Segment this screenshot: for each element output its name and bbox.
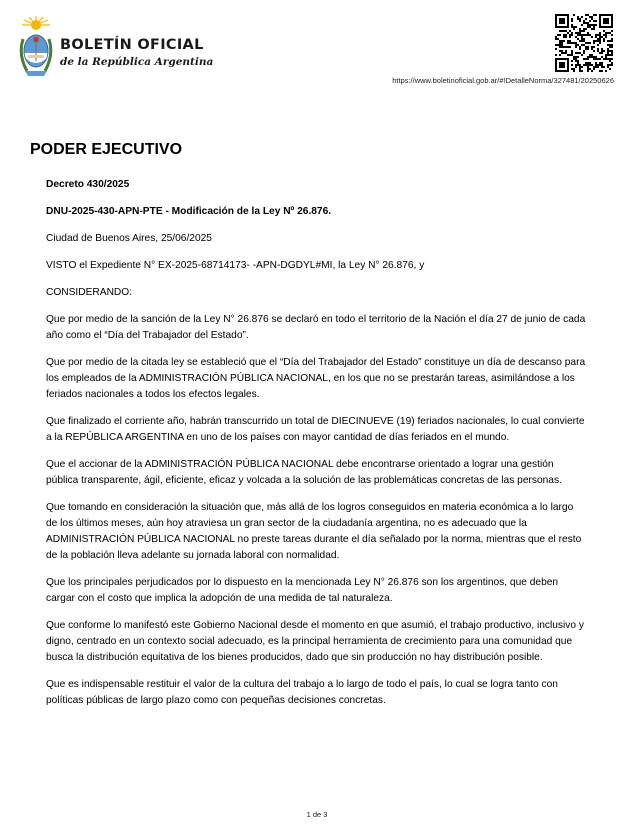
page-indicator: 1 de 3 (306, 810, 328, 819)
coat-of-arms-icon (17, 15, 55, 79)
considerando-paragraph: Que finalizado el corriente año, habrán transcurrido un total de DIECINUEVE (19) feriados nacionales, lo cual convierte a la REPÚBLICA ARGENTINA en uno de los países con mayor cantidad de días feriados en el mundo. (46, 416, 585, 443)
considerando-paragraph: Que es indispensable restituir el valor de la cultura del trabajo a lo largo de todo el país, lo cual se logra tanto con políticas públicas de largo plazo como con pequeñas decisiones concretas. (46, 679, 558, 706)
considerando-paragraph: Que por medio de la sanción de la Ley N° 26.876 se declaró en todo el territorio de la Nación el día 27 de junio de cada año como el “Día del Trabajador del Estado”. (46, 314, 586, 341)
document-body (46, 177, 586, 720)
visto-clause: VISTO el Expediente N° EX-2025-68714173- -APN-DGDYL#MI, la Ley N° 26.876, y (46, 260, 425, 271)
considerando-paragraph: Que los principales perjudicados por lo dispuesto en la mencionada Ley N° 26.876 son los argentinos, que deben cargar con el costo que implica la adopción de una medida de tal naturaleza. (46, 577, 559, 604)
decree-number: Decreto 430/2025 (46, 179, 130, 190)
qr-code-icon (555, 14, 613, 72)
decree-subject: DNU-2025-430-APN-PTE - Modificación de la Ley Nº 26.876. (46, 206, 332, 217)
section-title: PODER EJECUTIVO (30, 141, 183, 158)
brand-subtitle: de la República Argentina (60, 56, 214, 68)
document-header (0, 0, 634, 90)
place-date: Ciudad de Buenos Aires, 25/06/2025 (46, 233, 212, 244)
considerando-paragraph: Que por medio de la citada ley se estableció que el “Día del Trabajador del Estado” constituye un día de descanso para los empleados de la ADMINISTRACIÓN PÚBLICA NACIONAL, en los que no se prestarán tareas, asimilándose a los feriados nacionales a todos los efectos legales. (46, 357, 586, 400)
brand-title: BOLETÍN OFICIAL (60, 37, 204, 53)
considerando-paragraph: Que el accionar de la ADMINISTRACIÓN PÚBLICA NACIONAL debe encontrarse orientado a lograr una gestión pública transparente, ágil, eficiente, eficaz y volcada a la solución de las problemáticas concretas de las personas. (46, 459, 562, 486)
considerando-paragraph: Que conforme lo manifestó este Gobierno Nacional desde el momento en que asumió, el trabajo productivo, inclusivo y digno, centrado en un contexto social adecuado, es la principal herramienta de crecimiento para una comunidad que busca la distribución equitativa de los bienes producidos, dado que sin producción no hay distribución posible. (46, 620, 584, 663)
source-url[interactable]: https://www.boletinoficial.gob.ar/#!DetalleNorma/327481/20250626 (392, 76, 614, 85)
considerando-paragraph: Que tomando en consideración la situación que, más allá de los logros conseguidos en materia económica a lo largo de los últimos meses, aún hoy atraviesa un gran sector de la ciudadanía argentina, no es adecuado que la ADMINISTRACIÓN PÚBLICA NACIONAL no preste tareas durante el día señalado por la norma, mientras que el resto de la población lleva adelante su jornada laboral con normalidad. (46, 502, 582, 561)
considerando-heading: CONSIDERANDO: (46, 287, 133, 298)
